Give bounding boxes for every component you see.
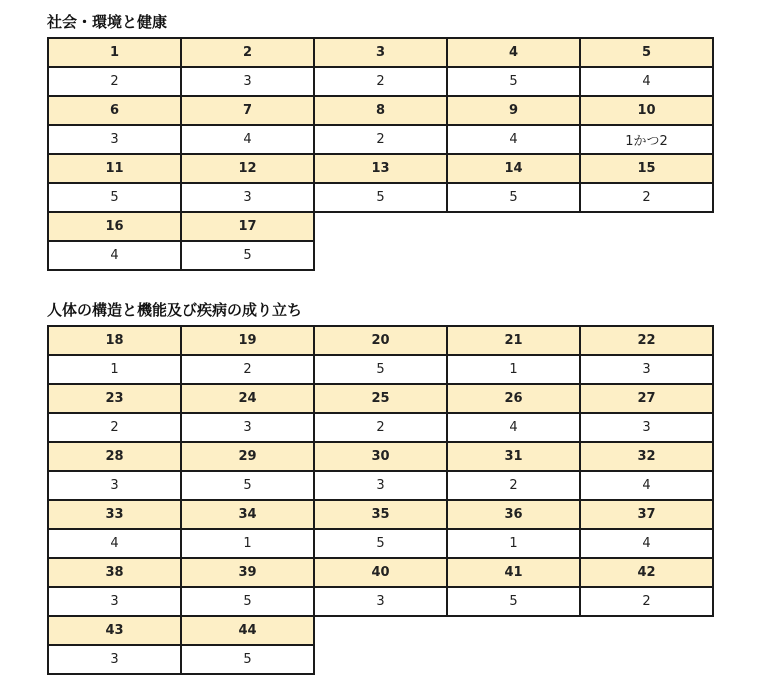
answer-cell: 2 [580,183,713,212]
question-number-row [48,616,713,645]
answer-cell: 2 [580,587,713,616]
answer-cell: 4 [580,471,713,500]
question-number-cell: 38 [48,558,181,587]
question-number-cell: 14 [447,154,580,183]
empty-cell [314,241,447,270]
question-number-cell: 15 [580,154,713,183]
question-number-cell: 11 [48,154,181,183]
question-number-row [48,384,713,413]
answer-cell: 4 [48,529,181,558]
answer-cell: 3 [48,587,181,616]
question-number-row [48,500,713,529]
question-number-cell: 33 [48,500,181,529]
question-number-cell: 44 [181,616,314,645]
answer-cell: 4 [580,529,713,558]
question-number-cell: 3 [314,38,447,67]
question-number-row [48,212,713,241]
question-number-cell: 29 [181,442,314,471]
answer-cell: 2 [181,355,314,384]
answer-cell: 5 [181,587,314,616]
question-number-row [48,326,713,355]
question-number-cell: 1 [48,38,181,67]
answer-table [47,37,714,271]
question-number-cell: 18 [48,326,181,355]
question-number-cell: 25 [314,384,447,413]
question-number-cell: 10 [580,96,713,125]
empty-cell [314,645,447,674]
empty-cell [580,616,713,645]
section-title: 社会・環境と健康 [47,13,168,31]
question-number-cell: 40 [314,558,447,587]
empty-cell [580,241,713,270]
empty-cell [447,212,580,241]
answer-cell: 5 [447,183,580,212]
answer-cell: 3 [48,471,181,500]
answer-cell: 5 [181,645,314,674]
question-number-cell: 23 [48,384,181,413]
empty-cell [580,212,713,241]
empty-cell [314,616,447,645]
question-number-cell: 21 [447,326,580,355]
answer-cell: 4 [447,125,580,154]
question-number-cell: 27 [580,384,713,413]
answer-cell: 3 [580,355,713,384]
question-number-cell: 28 [48,442,181,471]
answer-cell: 3 [181,67,314,96]
section-human-body-structure [47,296,714,675]
answer-cell: 5 [48,183,181,212]
empty-cell [314,212,447,241]
answer-cell: 5 [181,241,314,270]
answer-cell: 5 [447,67,580,96]
answer-cell: 4 [580,67,713,96]
question-number-cell: 37 [580,500,713,529]
question-number-row [48,38,713,67]
answer-cell: 5 [314,183,447,212]
answer-row [48,241,713,270]
answer-cell: 2 [48,413,181,442]
answer-cell: 2 [314,67,447,96]
answer-cell: 1 [181,529,314,558]
question-number-cell: 5 [580,38,713,67]
question-number-cell: 26 [447,384,580,413]
question-number-cell: 34 [181,500,314,529]
empty-cell [447,241,580,270]
question-number-cell: 35 [314,500,447,529]
question-number-cell: 30 [314,442,447,471]
answer-cell: 5 [314,529,447,558]
question-number-cell: 6 [48,96,181,125]
question-number-cell: 20 [314,326,447,355]
question-number-cell: 9 [447,96,580,125]
answer-row [48,183,713,212]
answer-cell: 5 [447,587,580,616]
answer-cell: 1 [48,355,181,384]
answer-cell: 3 [181,183,314,212]
question-number-cell: 32 [580,442,713,471]
answer-row [48,413,713,442]
empty-cell [447,645,580,674]
empty-cell [580,645,713,674]
question-number-cell: 22 [580,326,713,355]
question-number-cell: 31 [447,442,580,471]
answer-cell: 3 [314,587,447,616]
answer-row [48,471,713,500]
answer-row [48,587,713,616]
question-number-row [48,558,713,587]
question-number-cell: 19 [181,326,314,355]
answer-row [48,67,713,96]
question-number-cell: 39 [181,558,314,587]
question-number-cell: 7 [181,96,314,125]
question-number-cell: 16 [48,212,181,241]
question-number-cell: 36 [447,500,580,529]
answer-cell: 2 [314,125,447,154]
answer-cell: 3 [48,125,181,154]
answer-row [48,355,713,384]
question-number-cell: 43 [48,616,181,645]
answer-cell: 4 [181,125,314,154]
answer-cell: 2 [314,413,447,442]
question-number-cell: 8 [314,96,447,125]
answer-cell: 1かつ2 [580,125,713,154]
answer-cell: 1 [447,355,580,384]
question-number-row [48,96,713,125]
answer-cell: 3 [48,645,181,674]
answer-cell: 3 [314,471,447,500]
answer-cell: 3 [181,413,314,442]
question-number-cell: 17 [181,212,314,241]
answer-table [47,325,714,675]
answer-cell: 4 [48,241,181,270]
answer-cell: 4 [447,413,580,442]
question-number-cell: 42 [580,558,713,587]
question-number-cell: 4 [447,38,580,67]
section-social-environment-health [47,8,714,271]
question-number-cell: 12 [181,154,314,183]
section-title: 人体の構造と機能及び疾病の成り立ち [47,301,303,319]
question-number-cell: 24 [181,384,314,413]
answer-cell: 2 [447,471,580,500]
question-number-cell: 2 [181,38,314,67]
answer-row [48,529,713,558]
answer-row [48,125,713,154]
empty-cell [447,616,580,645]
question-number-cell: 41 [447,558,580,587]
answer-cell: 5 [181,471,314,500]
question-number-row [48,442,713,471]
answer-cell: 3 [580,413,713,442]
answer-cell: 1 [447,529,580,558]
question-number-cell: 13 [314,154,447,183]
answer-cell: 2 [48,67,181,96]
answer-row [48,645,713,674]
question-number-row [48,154,713,183]
answer-cell: 5 [314,355,447,384]
